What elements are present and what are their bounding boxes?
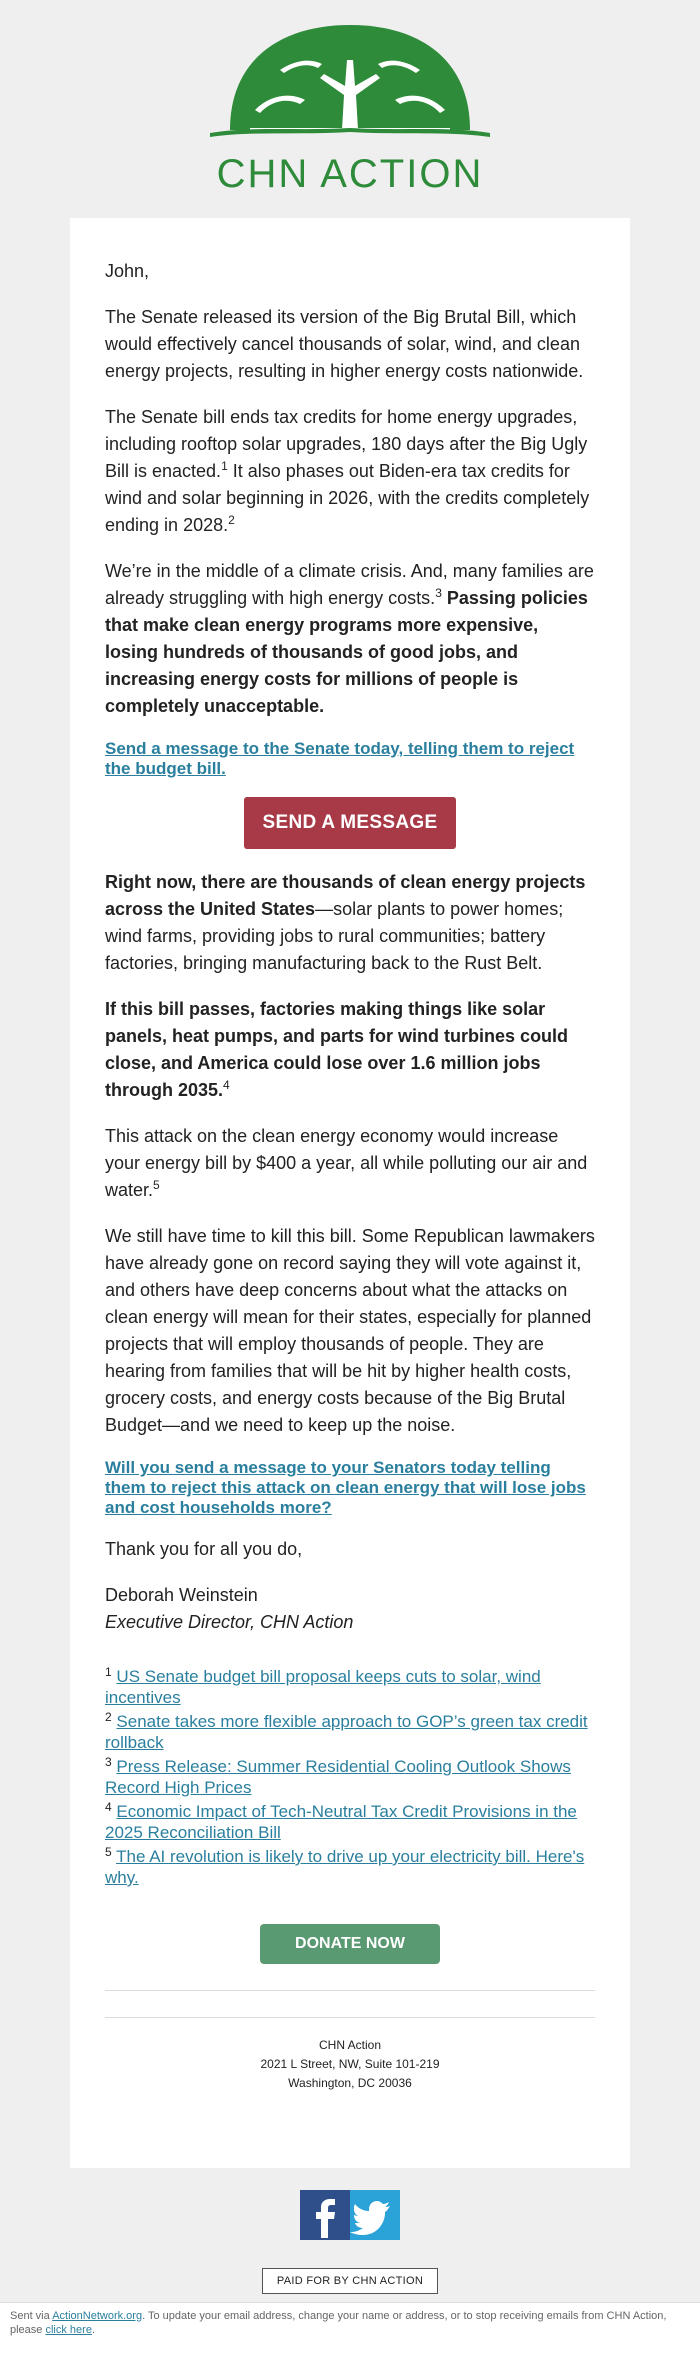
footnote-link[interactable]: Economic Impact of Tech-Neutral Tax Credit Provisions in the 2025 Reconciliation Bill	[105, 1802, 577, 1842]
click-here-link[interactable]: click here	[45, 2324, 92, 2336]
greeting: John,	[105, 261, 150, 281]
footnote-ref-1: 1	[221, 459, 228, 473]
action-network-link[interactable]: ActionNetwork.org	[52, 2310, 143, 2322]
period: .	[91, 2324, 96, 2336]
paragraph-4-bold: Right now, there are thousands of clean energy projects across the United States	[105, 872, 586, 919]
footnote-number: 1	[105, 1665, 112, 1679]
bottom-bar	[0, 2302, 700, 2361]
paragraph-2	[105, 404, 595, 539]
email-body	[105, 258, 595, 2093]
paragraph-5-bold: If this bill passes, factories making things like solar panels, heat pumps, and parts for wind turbines could close, and America could lose over 1.6 million jobs through 2035.	[105, 999, 569, 1100]
footnote-number: 2	[105, 1710, 112, 1724]
footnote-ref-2: 2	[228, 513, 235, 527]
facebook-icon[interactable]	[300, 2190, 350, 2240]
divider	[105, 1990, 595, 1991]
send-message-button[interactable]: SEND A MESSAGE	[244, 797, 456, 849]
address-line-1: 2021 L Street, NW, Suite 101-219	[260, 2057, 440, 2071]
footnote-link[interactable]: US Senate budget bill proposal keeps cuts to solar, wind incentives	[105, 1667, 541, 1707]
footnotes	[105, 1666, 595, 1888]
paid-for-notice: PAID FOR BY CHN ACTION	[262, 2268, 438, 2294]
signature	[105, 1582, 595, 1636]
paragraph-6-text: This attack on the clean energy economy would increase your energy bill by $400 a year, all while polluting our air and water.	[105, 1126, 588, 1200]
footnote-item	[105, 1756, 595, 1798]
email-card	[70, 218, 630, 2168]
footnote-number: 3	[105, 1755, 112, 1769]
footnote-ref-3: 3	[435, 586, 442, 600]
paragraph-4-text: —solar plants to power homes; wind farms, providing jobs to rural communities; battery factories, bringing manufacturing back to the Rust Belt.	[105, 899, 564, 973]
thanks: Thank you for all you do,	[105, 1539, 303, 1559]
paragraph-3-text: We’re in the middle of a climate crisis. And, many families are already struggling with high energy costs.	[105, 561, 594, 608]
signature-title: Executive Director, CHN Action	[105, 1612, 354, 1632]
paragraph-4	[105, 869, 595, 977]
cta-link-senators[interactable]: Will you send a message to your Senators today telling them to reject this attack on clean energy that will lose jobs and cost households more?	[105, 1458, 586, 1517]
paragraph-7: We still have time to kill this bill. Some Republican lawmakers have already gone on record saying they will vote against it, and others have deep concerns about what the attacks on clean energy will mean for their states, especially for planned projects that will employ thousands of people. They are hearing from families that will be hit by higher health costs, grocery costs, and energy costs because of the Big Brutal Budget—and we need to keep up the noise.	[105, 1226, 595, 1435]
paragraph-3-bold: Passing policies that make clean energy programs more expensive, losing hundreds of thousands of good jobs, and increasing energy costs for millions of people is completely unacceptable.	[105, 588, 588, 716]
bottom-text	[0, 2303, 700, 2343]
footnote-item	[105, 1801, 595, 1843]
twitter-icon[interactable]	[350, 2190, 400, 2240]
address-line-2: Washington, DC 20036	[288, 2076, 412, 2090]
logo-text: CHN ACTION	[216, 152, 484, 196]
paragraph-3	[105, 558, 595, 720]
footnote-link[interactable]: The AI revolution is likely to drive up your electricity bill. Here's why.	[105, 1847, 585, 1887]
paragraph-1: The Senate released its version of the Big Brutal Bill, which would effectively cancel thousands of solar, wind, and clean energy projects, resulting in higher energy costs nationwide.	[105, 307, 584, 381]
footnote-ref-5: 5	[153, 1178, 160, 1192]
footnote-item	[105, 1711, 595, 1753]
footnote-link[interactable]: Senate takes more flexible approach to GOP’s green tax credit rollback	[105, 1712, 588, 1752]
footnote-number: 5	[105, 1845, 112, 1859]
divider	[105, 2017, 595, 2018]
logo-header	[0, 0, 700, 215]
unsubscribe-text: . To update your email address, change your name or address, or to stop receiving emails from CHN Action, please	[10, 2310, 667, 2336]
footer-address	[105, 2036, 595, 2093]
paragraph-6	[105, 1123, 595, 1204]
social-links	[0, 2190, 700, 2240]
paragraph-5	[105, 996, 595, 1104]
paragraph-2-text: The Senate bill ends tax credits for home energy upgrades, including rooftop solar upgrades, 180 days after the Big Ugly Bill is enacted.	[105, 407, 588, 481]
footnote-item	[105, 1666, 595, 1708]
tree-logo-icon	[210, 0, 490, 150]
footnote-link[interactable]: Press Release: Summer Residential Cooling Outlook Shows Record High Prices	[105, 1757, 571, 1797]
send-button-wrap	[105, 797, 595, 849]
sent-via-label: Sent via	[10, 2310, 53, 2322]
address-org: CHN Action	[318, 2038, 382, 2052]
donate-now-button[interactable]: DONATE NOW	[260, 1924, 440, 1964]
footnote-item	[105, 1846, 595, 1888]
cta-link-senate[interactable]: Send a message to the Senate today, telling them to reject the budget bill.	[105, 739, 575, 778]
paragraph-2-text-b: It also phases out Biden-era tax credits for wind and solar beginning in 2026, with the credits completely ending in 2028.	[105, 461, 590, 535]
signature-name: Deborah Weinstein	[105, 1585, 258, 1605]
footnote-number: 4	[105, 1800, 112, 1814]
donate-button-wrap	[105, 1924, 595, 1964]
footnote-ref-4: 4	[223, 1078, 230, 1092]
